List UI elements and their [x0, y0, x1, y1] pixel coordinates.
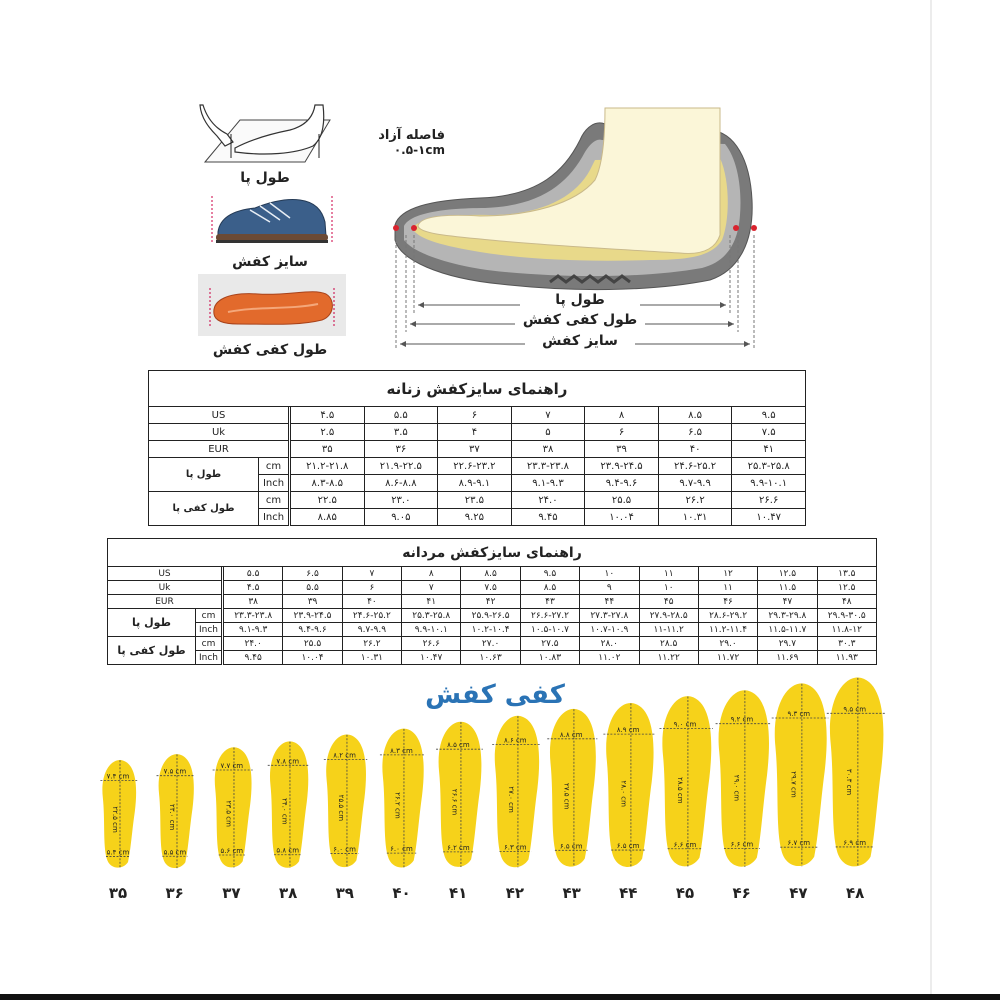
women-insole-cm-6: ۲۶.۶ [732, 492, 806, 509]
women-insole-inch-4: ۱۰.۰۴ [585, 509, 659, 526]
insole-width-label-10: ۹.۰ cm [673, 720, 697, 729]
women-uk-1: ۳.۵ [364, 424, 438, 441]
insole-size-label-13: ۴۸ [845, 884, 865, 902]
women-insole-cm-2: ۲۳.۵ [438, 492, 512, 509]
men-insole-inch-0: ۹.۴۵ [224, 651, 283, 665]
men-insole-cm-9: ۲۹.۷ [758, 637, 817, 651]
men-insole-inch-9: ۱۱.۶۹ [758, 651, 817, 665]
women-foot-cm-2: ۲۲.۶-۲۳.۲ [438, 458, 512, 475]
men-uk-4: ۷.۵ [461, 581, 520, 595]
women-foot-cm-0: ۲۱.۲-۲۱.۸ [291, 458, 365, 475]
men-eur-8: ۴۶ [698, 595, 757, 609]
women-eur-3: ۳۸ [511, 441, 585, 458]
women-foot-inch-1: ۸.۶-۸.۸ [364, 475, 438, 492]
women-uk-4: ۶ [585, 424, 659, 441]
men-foot-inch-10: ۱۱.۸-۱۲ [817, 623, 876, 637]
men-foot-cm-4: ۲۵.۹-۲۶.۵ [461, 609, 520, 623]
women-foot-inch-2: ۸.۹-۹.۱ [438, 475, 512, 492]
men-unit-cm-insole: cm [196, 637, 222, 651]
insole-length-label-6: ۲۶.۶ cm [450, 788, 459, 816]
men-row-label-us: US [108, 567, 222, 581]
men-us-3: ۸ [402, 567, 461, 581]
men-insole-inch-3: ۱۰.۴۷ [402, 651, 461, 665]
men-insole-inch-2: ۱۰.۳۱ [342, 651, 401, 665]
insole-heel-label-7: ۶.۳ cm [503, 843, 527, 852]
insole-length-label-3: ۲۴.۰ cm [280, 797, 289, 825]
men-foot-inch-2: ۹.۷-۹.۹ [342, 623, 401, 637]
insole-heel-label-4: ۶.۰ cm [333, 845, 357, 854]
insole-length-label-12: ۲۹.۷ cm [789, 771, 798, 798]
insole-size-label-3: ۳۸ [278, 884, 298, 902]
insole-size-label-12: ۴۷ [789, 884, 808, 902]
insole-length-label-7: ۲۷.۰ cm [506, 785, 515, 813]
insole-1 [144, 747, 206, 876]
women-foot-inch-3: ۹.۱-۹.۳ [511, 475, 585, 492]
men-row-label-foot-length: طول پا [108, 609, 196, 637]
insole-width-label-0: ۷.۴ cm [106, 772, 130, 781]
insole-photo [198, 274, 346, 336]
insole-length-label-13: ۳۰.۳ cm [845, 768, 854, 795]
men-eur-5: ۴۳ [520, 595, 579, 609]
men-unit-cm-foot: cm [196, 609, 222, 623]
women-row-label-uk: Uk [149, 424, 289, 441]
insole-width-label-12: ۹.۳ cm [787, 710, 810, 718]
insole-width-label-7: ۸.۶ cm [503, 736, 527, 744]
women-unit-inch-insole: Inch [259, 509, 289, 526]
insole-heel-label-8: ۶.۵ cm [560, 842, 583, 851]
insole-heel-label-10: ۶.۶ cm [673, 840, 697, 849]
women-us-1: ۵.۵ [364, 407, 438, 424]
men-foot-inch-7: ۱۱-۱۱.۲ [639, 623, 698, 637]
women-uk-3: ۵ [511, 424, 585, 441]
women-insole-inch-5: ۱۰.۳۱ [658, 509, 732, 526]
men-insole-inch-8: ۱۱.۷۲ [698, 651, 757, 665]
women-foot-cm-1: ۲۱.۹-۲۲.۵ [364, 458, 438, 475]
diagram-label-foot-length: طول پا [520, 292, 640, 308]
men-insole-cm-7: ۲۸.۵ [639, 637, 698, 651]
men-row-label-eur: EUR [108, 595, 222, 609]
caption-insole-length: طول کفی کفش [212, 342, 328, 358]
women-row-label-eur: EUR [149, 441, 289, 458]
insole-size-label-10: ۴۵ [675, 884, 695, 902]
women-foot-cm-4: ۲۳.۹-۲۴.۵ [585, 458, 659, 475]
men-eur-4: ۴۲ [461, 595, 520, 609]
women-unit-cm-foot: cm [259, 458, 289, 475]
women-eur-6: ۴۱ [732, 441, 806, 458]
insole-length-label-1: ۲۳.۰ cm [167, 803, 176, 830]
women-foot-inch-0: ۸.۳-۸.۵ [291, 475, 365, 492]
men-insole-inch-10: ۱۱.۹۳ [817, 651, 876, 665]
insole-length-label-8: ۲۷.۵ cm [563, 782, 572, 810]
men-us-4: ۸.۵ [461, 567, 520, 581]
men-foot-cm-10: ۲۹.۹-۳۰.۵ [817, 609, 876, 623]
men-us-0: ۵.۵ [224, 567, 283, 581]
women-eur-4: ۳۹ [585, 441, 659, 458]
men-foot-inch-8: ۱۱.۲-۱۱.۴ [698, 623, 757, 637]
insole-width-label-1: ۷.۵ cm [163, 767, 187, 776]
men-us-8: ۱۲ [698, 567, 757, 581]
insole-size-label-11: ۴۶ [732, 884, 751, 902]
women-insole-inch-1: ۹.۰۵ [364, 509, 438, 526]
insole-heel-label-6: ۶.۲ cm [446, 843, 470, 852]
women-us-2: ۶ [438, 407, 512, 424]
insole-size-label-5: ۴۰ [392, 884, 411, 902]
insole-size-label-9: ۴۴ [619, 884, 638, 902]
women-row-label-us: US [149, 407, 289, 424]
men-eur-1: ۳۹ [283, 595, 342, 609]
caption-foot-length: طول پا [240, 170, 290, 186]
insole-2 [200, 740, 264, 875]
men-us-6: ۱۰ [580, 567, 639, 581]
women-insole-cm-1: ۲۳.۰ [364, 492, 438, 509]
women-insole-inch-3: ۹.۴۵ [511, 509, 585, 526]
men-eur-10: ۴۸ [817, 595, 876, 609]
men-uk-2: ۶ [342, 581, 401, 595]
insole-size-label-4: ۳۹ [335, 884, 354, 902]
women-foot-cm-3: ۲۳.۳-۲۳.۸ [511, 458, 585, 475]
insole-size-label-6: ۴۱ [449, 884, 468, 902]
men-foot-cm-7: ۲۷.۹-۲۸.۵ [639, 609, 698, 623]
insole-width-label-8: ۸.۸ cm [560, 730, 583, 739]
men-foot-cm-8: ۲۸.۶-۲۹.۲ [698, 609, 757, 623]
insole-size-label-8: ۴۳ [562, 884, 581, 902]
men-uk-0: ۴.۵ [224, 581, 283, 595]
women-us-5: ۸.۵ [658, 407, 732, 424]
insole-13 [813, 669, 896, 876]
men-foot-inch-3: ۹.۹-۱۰.۱ [402, 623, 461, 637]
women-uk-2: ۴ [438, 424, 512, 441]
insole-width-label-2: ۷.۷ cm [220, 762, 243, 770]
insole-size-label-7: ۴۲ [505, 884, 525, 902]
women-table-title: راهنمای سایزکفش زنانه [149, 371, 806, 407]
men-size-table [107, 538, 877, 665]
insole-heel-label-9: ۶.۵ cm [616, 841, 640, 850]
free-space-text: فاصله آزاد [378, 128, 445, 143]
men-us-7: ۱۱ [639, 567, 698, 581]
women-foot-inch-6: ۹.۹-۱۰.۱ [732, 475, 806, 492]
women-insole-cm-0: ۲۲.۵ [291, 492, 365, 509]
men-insole-cm-1: ۲۵.۵ [283, 637, 342, 651]
men-us-9: ۱۲.۵ [758, 567, 817, 581]
insole-0 [88, 753, 148, 875]
insole-length-label-5: ۲۶.۲ cm [393, 791, 402, 819]
women-row-label-insole-length: طول کفی پا [149, 492, 259, 526]
insole-length-label-11: ۲۹.۰ cm [732, 774, 741, 801]
women-eur-0: ۳۵ [291, 441, 365, 458]
women-us-4: ۸ [585, 407, 659, 424]
men-insole-cm-2: ۲۶.۲ [342, 637, 401, 651]
insole-width-label-13: ۹.۵ cm [843, 704, 867, 713]
women-us-3: ۷ [511, 407, 585, 424]
insole-size-label-1: ۳۶ [165, 884, 184, 902]
insole-width-label-3: ۷.۸ cm [276, 756, 300, 765]
men-insole-inch-4: ۱۰.۶۳ [461, 651, 520, 665]
insole-width-label-5: ۸.۳ cm [390, 746, 413, 755]
insole-section-title: کفی کفش [425, 680, 565, 710]
men-uk-5: ۸.۵ [520, 581, 579, 595]
men-uk-1: ۵.۵ [283, 581, 342, 595]
men-foot-cm-0: ۲۳.۳-۲۳.۸ [224, 609, 283, 623]
women-unit-inch-foot: Inch [259, 475, 289, 492]
men-foot-inch-9: ۱۱.۵-۱۱.۷ [758, 623, 817, 637]
women-uk-5: ۶.۵ [658, 424, 732, 441]
insole-size-row [0, 680, 930, 910]
women-insole-cm-3: ۲۴.۰ [511, 492, 585, 509]
men-uk-9: ۱۱.۵ [758, 581, 817, 595]
men-us-10: ۱۳.۵ [817, 567, 876, 581]
free-space-value: ۰.۵-۱cm [393, 143, 445, 157]
insole-heel-label-3: ۵.۸ cm [276, 846, 300, 855]
men-insole-inch-7: ۱۱.۲۲ [639, 651, 698, 665]
men-row-label-uk: Uk [108, 581, 222, 595]
women-insole-inch-6: ۱۰.۴۷ [732, 509, 806, 526]
women-unit-cm-insole: cm [259, 492, 289, 509]
women-insole-cm-5: ۲۶.۲ [658, 492, 732, 509]
men-eur-2: ۴۰ [342, 595, 401, 609]
women-insole-cm-4: ۲۵.۵ [585, 492, 659, 509]
men-us-5: ۹.۵ [520, 567, 579, 581]
insole-width-label-9: ۸.۹ cm [616, 725, 640, 734]
men-unit-inch-insole: Inch [196, 651, 222, 665]
men-insole-inch-1: ۱۰.۰۴ [283, 651, 342, 665]
men-foot-cm-9: ۲۹.۳-۲۹.۸ [758, 609, 817, 623]
men-insole-inch-6: ۱۱.۰۲ [580, 651, 639, 665]
men-insole-inch-5: ۱۰.۸۳ [520, 651, 579, 665]
shoe-photo [210, 192, 335, 247]
women-insole-inch-0: ۸.۸۵ [291, 509, 365, 526]
women-uk-6: ۷.۵ [732, 424, 806, 441]
insole-heel-label-5: ۶.۰ cm [390, 844, 413, 853]
insole-length-label-9: ۲۸.۰ cm [619, 780, 628, 807]
men-eur-6: ۴۴ [580, 595, 639, 609]
foot-measure-illustration [195, 100, 335, 170]
men-insole-cm-8: ۲۹.۰ [698, 637, 757, 651]
insole-length-label-2: ۲۳.۵ cm [224, 800, 233, 827]
men-us-2: ۷ [342, 567, 401, 581]
men-eur-3: ۴۱ [402, 595, 461, 609]
diagram-label-shoe-size: سایز کفش [525, 333, 635, 349]
men-insole-cm-6: ۲۸.۰ [580, 637, 639, 651]
women-eur-1: ۳۶ [364, 441, 438, 458]
insole-length-label-10: ۲۸.۵ cm [676, 777, 685, 804]
insole-width-label-4: ۸.۲ cm [333, 751, 357, 760]
insole-width-label-6: ۸.۵ cm [446, 741, 470, 750]
insole-heel-label-11: ۶.۶ cm [730, 839, 754, 848]
men-insole-cm-5: ۲۷.۵ [520, 637, 579, 651]
women-foot-cm-5: ۲۴.۶-۲۵.۲ [658, 458, 732, 475]
men-foot-inch-6: ۱۰.۷-۱۰.۹ [580, 623, 639, 637]
men-us-1: ۶.۵ [283, 567, 342, 581]
men-row-label-insole-length: طول کفی پا [108, 637, 196, 665]
men-uk-3: ۷ [402, 581, 461, 595]
men-foot-inch-0: ۹.۱-۹.۳ [224, 623, 283, 637]
men-eur-0: ۳۸ [224, 595, 283, 609]
insole-width-label-11: ۹.۲ cm [730, 715, 754, 724]
men-insole-cm-4: ۲۷.۰ [461, 637, 520, 651]
women-foot-cm-6: ۲۵.۳-۲۵.۸ [732, 458, 806, 475]
page-edge-bottom [0, 994, 1000, 1000]
men-uk-10: ۱۲.۵ [817, 581, 876, 595]
men-insole-cm-0: ۲۴.۰ [224, 637, 283, 651]
caption-shoe-size: سایز کفش [232, 254, 308, 270]
men-foot-inch-4: ۱۰.۲-۱۰.۴ [461, 623, 520, 637]
men-foot-cm-3: ۲۵.۳-۲۵.۸ [402, 609, 461, 623]
women-size-table [148, 370, 806, 526]
page-edge-right [930, 0, 932, 1000]
women-us-6: ۹.۵ [732, 407, 806, 424]
men-eur-7: ۴۵ [639, 595, 698, 609]
men-insole-cm-3: ۲۶.۶ [402, 637, 461, 651]
insole-heel-label-1: ۵.۵ cm [163, 847, 187, 856]
insole-length-label-0: ۲۲.۵ cm [111, 806, 120, 833]
women-row-label-foot-length: طول پا [149, 458, 259, 492]
women-foot-inch-4: ۹.۴-۹.۶ [585, 475, 659, 492]
men-unit-inch-foot: Inch [196, 623, 222, 637]
men-uk-8: ۱۱ [698, 581, 757, 595]
women-uk-0: ۲.۵ [291, 424, 365, 441]
insole-heel-label-13: ۶.۹ cm [843, 838, 867, 847]
men-foot-cm-1: ۲۳.۹-۲۴.۵ [283, 609, 342, 623]
insole-heel-label-12: ۶.۷ cm [787, 839, 810, 848]
men-foot-inch-1: ۹.۴-۹.۶ [283, 623, 342, 637]
men-table-title: راهنمای سایزکفش مردانه [108, 539, 877, 567]
insole-heel-label-0: ۵.۴ cm [106, 848, 130, 857]
men-foot-cm-2: ۲۴.۶-۲۵.۲ [342, 609, 401, 623]
women-insole-inch-2: ۹.۲۵ [438, 509, 512, 526]
insole-size-label-0: ۳۵ [108, 884, 128, 902]
men-uk-7: ۱۰ [639, 581, 698, 595]
women-us-0: ۴.۵ [291, 407, 365, 424]
men-foot-inch-5: ۱۰.۵-۱۰.۷ [520, 623, 579, 637]
insole-size-label-2: ۳۷ [222, 884, 241, 902]
men-foot-cm-5: ۲۶.۶-۲۷.۲ [520, 609, 579, 623]
men-foot-cm-6: ۲۷.۳-۲۷.۸ [580, 609, 639, 623]
insole-length-label-4: ۲۵.۵ cm [337, 794, 346, 822]
women-foot-inch-5: ۹.۷-۹.۹ [658, 475, 732, 492]
diagram-label-insole-length: طول کفی کفش [515, 312, 645, 328]
insole-heel-label-2: ۵.۶ cm [220, 847, 243, 855]
women-eur-2: ۳۷ [438, 441, 512, 458]
men-uk-6: ۹ [580, 581, 639, 595]
men-eur-9: ۴۷ [758, 595, 817, 609]
women-eur-5: ۴۰ [658, 441, 732, 458]
men-insole-cm-10: ۳۰.۳ [817, 637, 876, 651]
